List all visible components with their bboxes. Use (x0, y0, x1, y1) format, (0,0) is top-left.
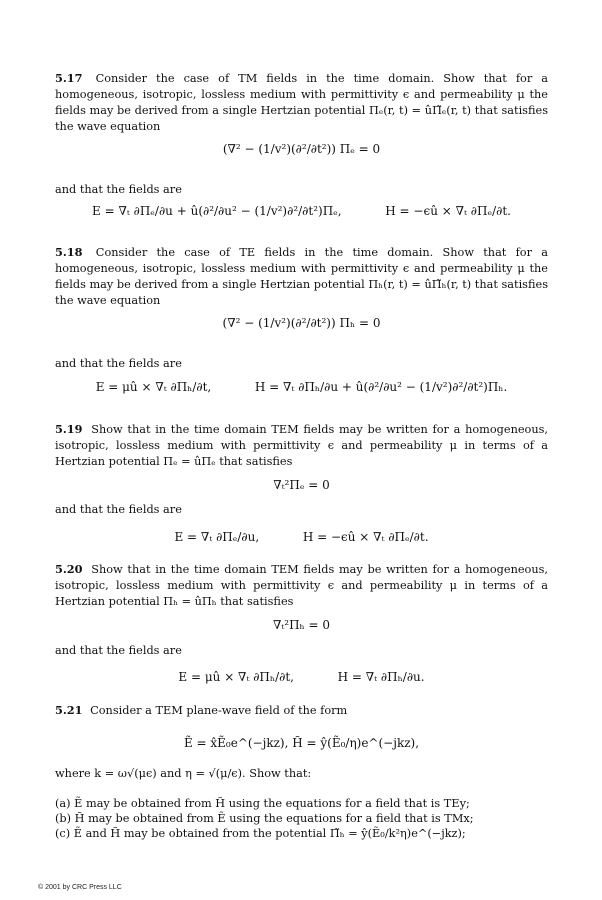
problem-text: Consider a TEM plane-wave field of the form (90, 704, 348, 717)
equation-text: ∇ₜ²Πₑ = 0 (273, 478, 330, 492)
list-item: (b) H̃ may be obtained from Ẽ using the equations for a field that is TMx; (55, 812, 474, 825)
copyright-footer: © 2001 by CRC Press LLC (38, 884, 122, 891)
equation-text: (∇² − (1/v²)(∂²/∂t²)) Πₑ = 0 (222, 142, 381, 156)
fields-intro: and that the fields are (55, 503, 182, 516)
equation-h: H = ∇ₜ ∂Πₕ/∂u. (337, 670, 425, 684)
problem-text: Show that in the time domain TEM fields may be written for a homogeneous, isotropic, lossless medium with permittivity ϵ and permeability μ in terms of a Hertzian potential Πₕ = ûΠₕ that satisfies (55, 563, 548, 608)
equation-fields-te (55, 380, 548, 394)
problem-5-20 (55, 561, 548, 610)
equation-laplace-e (55, 478, 548, 492)
equation-h: H = ∇ₜ ∂Πₕ/∂u + û(∂²/∂u² − (1/v²)∂²/∂t²)Πₕ. (254, 380, 508, 394)
equation-text: ∇ₜ²Πₕ = 0 (272, 618, 331, 632)
equation-wave-h (55, 316, 548, 330)
sub-items (55, 796, 548, 841)
equation-e: E = ∇ₜ ∂Πₑ/∂u + û(∂²/∂u² − (1/v²)∂²/∂t²)Πₑ, (92, 204, 342, 218)
problem-number: 5.19 (55, 422, 83, 436)
problem-number: 5.17 (55, 71, 83, 85)
problem-5-19 (55, 421, 548, 470)
problem-5-21 (55, 702, 548, 719)
problem-text: Consider the case of TM fields in the time domain. Show that for a homogeneous, isotropic, lossless medium with permittivity ϵ and permeability μ the fields may be derived from a single Hertzian potential Πₑ(r, t) = ûΠ̃ₑ(r, t) that satisfies the wave equation (55, 72, 549, 133)
where-clause: where k = ω√(μϵ) and η = √(μ/ϵ). Show that: (55, 767, 312, 780)
equation-h: H = −ϵû × ∇ₜ ∂Πₑ/∂t. (385, 204, 511, 218)
equation-fields-tm (55, 204, 548, 218)
fields-intro: and that the fields are (55, 644, 182, 657)
fields-intro: and that the fields are (55, 357, 182, 370)
problem-number: 5.20 (55, 562, 83, 576)
equation-e: E = ∇ₜ ∂Πₑ/∂u, (174, 530, 260, 544)
equation-h: H = −ϵû × ∇ₜ ∂Πₑ/∂t. (302, 530, 429, 544)
list-item: (c) Ẽ and H̃ may be obtained from the potential Π̃ₕ = ŷ(Ẽ₀/k²η)e^(−jkz); (55, 827, 466, 840)
equation-e: E = μû × ∇ₜ ∂Πₕ/∂t, (95, 380, 212, 394)
list-item: (a) Ẽ may be obtained from H̃ using the equations for a field that is TEy; (55, 797, 470, 810)
equation-text: Ẽ = x̂Ẽ₀e^(−jkz), H̃ = ŷ(Ẽ₀/η)e^(−jkz), (183, 736, 420, 750)
problem-5-18 (55, 244, 548, 309)
equation-text: (∇² − (1/v²)(∂²/∂t²)) Πₕ = 0 (222, 316, 381, 330)
fields-intro: and that the fields are (55, 183, 182, 196)
equation-wave-e (55, 142, 548, 156)
equation-fields-tem-e (55, 530, 548, 544)
problem-number: 5.18 (55, 245, 83, 259)
problem-text: Consider the case of TE fields in the time domain. Show that for a homogeneous, isotropic, lossless medium with permittivity ϵ and permeability μ the fields may be derived from a single Hertzian potential Πₕ(r, t) = ûΠ̃ₕ(r, t) that satisfies the wave equation (55, 246, 548, 307)
problem-text: Show that in the time domain TEM fields may be written for a homogeneous, isotropic, lossless medium with permittivity ϵ and permeability μ in terms of a Hertzian potential Πₑ = ûΠₑ that satisfies (55, 423, 548, 468)
equation-fields-tem-h (55, 670, 548, 684)
equation-plane-wave (55, 736, 548, 750)
equation-e: E = μû × ∇ₜ ∂Πₕ/∂t, (178, 670, 294, 684)
problem-5-17 (55, 70, 548, 135)
problem-number: 5.21 (55, 703, 83, 717)
equation-laplace-h (55, 618, 548, 632)
